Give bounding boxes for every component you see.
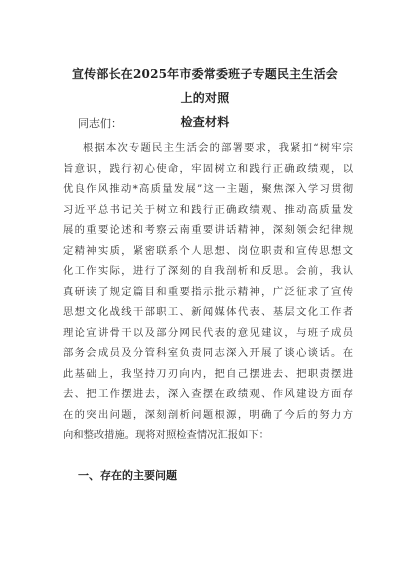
body-line: 去、把工作摆进去，深入查摆在政绩观、作风建设方面存 — [63, 388, 353, 400]
body-line: 理论宣讲骨干以及部分网民代表的意见建议，与班子成员 — [63, 326, 353, 339]
body-line: 向和整改措施。现将对照检查情况汇报如下： — [63, 429, 269, 441]
body-line: 真研读了规定篇目和重要指示批示精神，广泛征求了宣传 — [63, 285, 353, 298]
body-line: 展的重要论述和考察云南重要讲话精神，深刻领会纪律规 — [63, 224, 353, 236]
body-line: 部务会成员及分管科室负责同志深入开展了谈心谈话。在 — [63, 347, 353, 359]
body-line: 根据本次专题民主生活会的部署要求，我紧扣“树牢宗 — [83, 142, 353, 154]
body-line: 优良作风推动*高质量发展”这一主题，聚焦深入学习贯彻 — [63, 183, 353, 195]
body-line: 旨意识，践行初心使命，牢固树立和践行正确政绩观，以 — [63, 162, 353, 175]
body-line: 此基础上，我坚持刀刃向内，把自己摆进去、把职责摆进 — [63, 367, 353, 380]
section-heading: 一、存在的主要问题 — [78, 469, 177, 482]
body-line: 在的突出问题，深刻剖析问题根源，明确了今后的努力方 — [63, 408, 353, 421]
salutation: 同志们： — [78, 117, 122, 130]
body-paragraph — [63, 138, 353, 446]
title-line-2: 检查材料 — [180, 115, 230, 129]
body-line: 思想文化战线干部职工、新闻媒体代表、基层文化工作者 — [63, 306, 353, 318]
body-line: 习近平总书记关于树立和践行正确政绩观、推动高质量发 — [63, 203, 353, 216]
body-line: 化工作实际，进行了深刻的自我剖析和反思。会前，我认 — [63, 265, 353, 277]
body-line: 定精神实质，紧密联系个人思想、岗位职责和宣传思想文 — [63, 244, 353, 257]
title-line-1: 宣传部长在2025年市委常委班子专题民主生活会上的对照 — [71, 67, 338, 105]
